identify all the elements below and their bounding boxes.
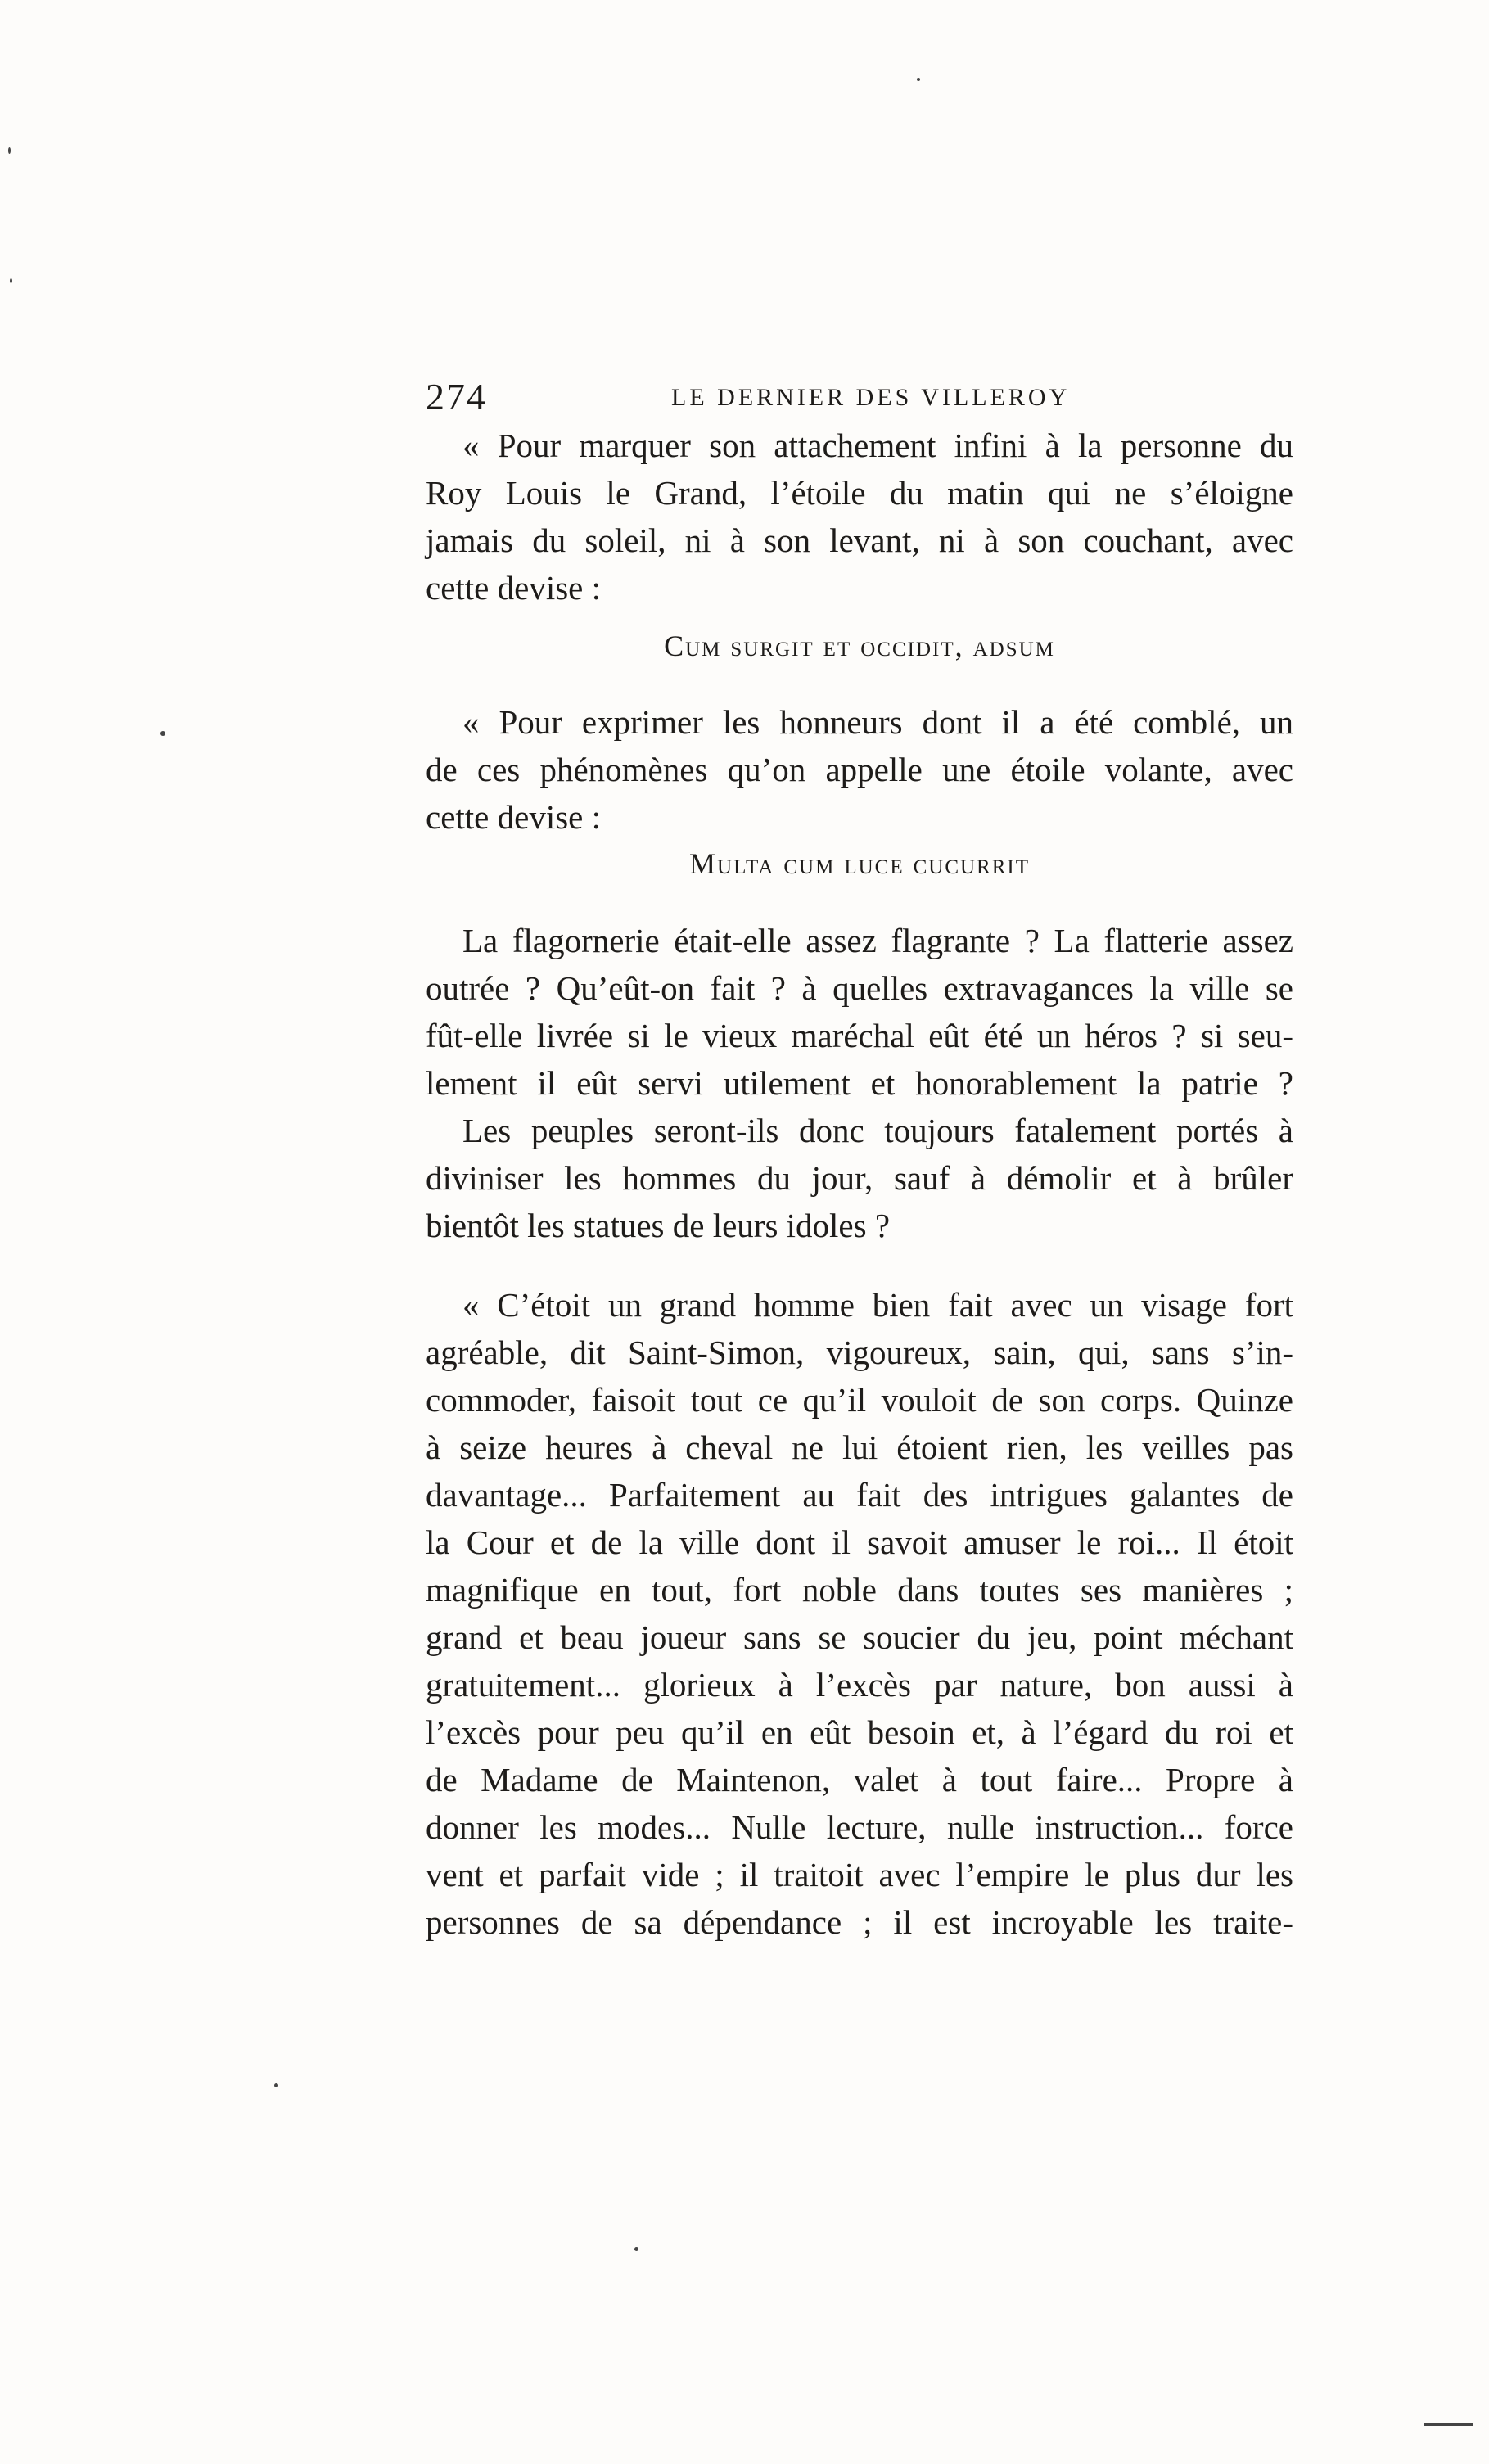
scan-speck <box>1424 2423 1473 2426</box>
text-line: de Madame de Maintenon, valet à tout faire... Propre à <box>426 1761 1293 1798</box>
page-number: 274 <box>426 376 487 417</box>
latin-motto: Cum surgit et occidit, adsum <box>664 630 1055 662</box>
text-line: cette devise : <box>426 798 602 836</box>
text-line: « Pour exprimer les honneurs dont il a été comblé, un <box>462 703 1293 741</box>
book-page <box>426 360 1293 2079</box>
text-line: Roy Louis le Grand, l’étoile du matin qui ne s’éloigne <box>426 474 1293 512</box>
text-line: lement il eût servi utilement et honorablement la patrie ? <box>426 1064 1293 1102</box>
text-line: outrée ? Qu’eût-on fait ? à quelles extravagances la ville se <box>426 969 1293 1007</box>
text-line: cette devise : <box>426 569 602 607</box>
text-line: « Pour marquer son attachement infini à la personne du <box>462 426 1293 464</box>
text-line: bientôt les statues de leurs idoles ? <box>426 1207 891 1244</box>
text-line: diviniser les hommes du jour, sauf à démolir et à brûler <box>426 1159 1293 1197</box>
text-line: vent et parfait vide ; il traitoit avec l’empire le plus dur les <box>426 1856 1293 1893</box>
latin-motto: Multa cum luce cucurrit <box>689 847 1030 880</box>
scan-speck <box>8 147 11 154</box>
text-line: « C’étoit un grand homme bien fait avec un visage fort <box>462 1286 1293 1324</box>
text-line: gratuitement... glorieux à l’excès par nature, bon aussi à <box>426 1666 1293 1704</box>
text-line: davantage... Parfaitement au fait des intrigues galantes de <box>426 1476 1293 1514</box>
text-line: personnes de sa dépendance ; il est incroyable les traite- <box>426 1903 1293 1941</box>
scan-speck <box>10 278 12 283</box>
text-line: grand et beau joueur sans se soucier du jeu, point méchant <box>426 1618 1293 1656</box>
text-line: agréable, dit Saint-Simon, vigoureux, sain, qui, sans s’in- <box>426 1334 1293 1371</box>
scan-speck <box>274 2083 278 2087</box>
text-line: fût-elle livrée si le vieux maréchal eût été un héros ? si seu- <box>426 1017 1293 1054</box>
running-title: LE DERNIER DES VILLEROY <box>671 384 1071 411</box>
text-line: La flagornerie était-elle assez flagrante ? La flatterie assez <box>462 922 1293 959</box>
text-line: la Cour et de la ville dont il savoit amuser le roi... Il étoit <box>426 1523 1293 1561</box>
scan-speck <box>917 78 920 81</box>
text-line: commoder, faisoit tout ce qu’il vouloit de son corps. Quinze <box>426 1381 1293 1419</box>
scan-speck <box>160 731 165 736</box>
text-line: donner les modes... Nulle lecture, nulle instruction... force <box>426 1808 1293 1846</box>
text-line: jamais du soleil, ni à son levant, ni à son couchant, avec <box>426 521 1293 559</box>
text-line: magnifique en tout, fort noble dans toutes ses manières ; <box>426 1571 1293 1609</box>
page-header <box>426 372 1293 422</box>
text-line: de ces phénomènes qu’on appelle une étoile volante, avec <box>426 751 1293 788</box>
text-line: Les peuples seront-ils donc toujours fatalement portés à <box>462 1112 1293 1149</box>
scan-speck <box>634 2247 638 2251</box>
text-line: à seize heures à cheval ne lui étoient rien, les veilles pas <box>426 1428 1293 1466</box>
text-line: l’excès pour peu qu’il en eût besoin et, à l’égard du roi et <box>426 1713 1293 1751</box>
